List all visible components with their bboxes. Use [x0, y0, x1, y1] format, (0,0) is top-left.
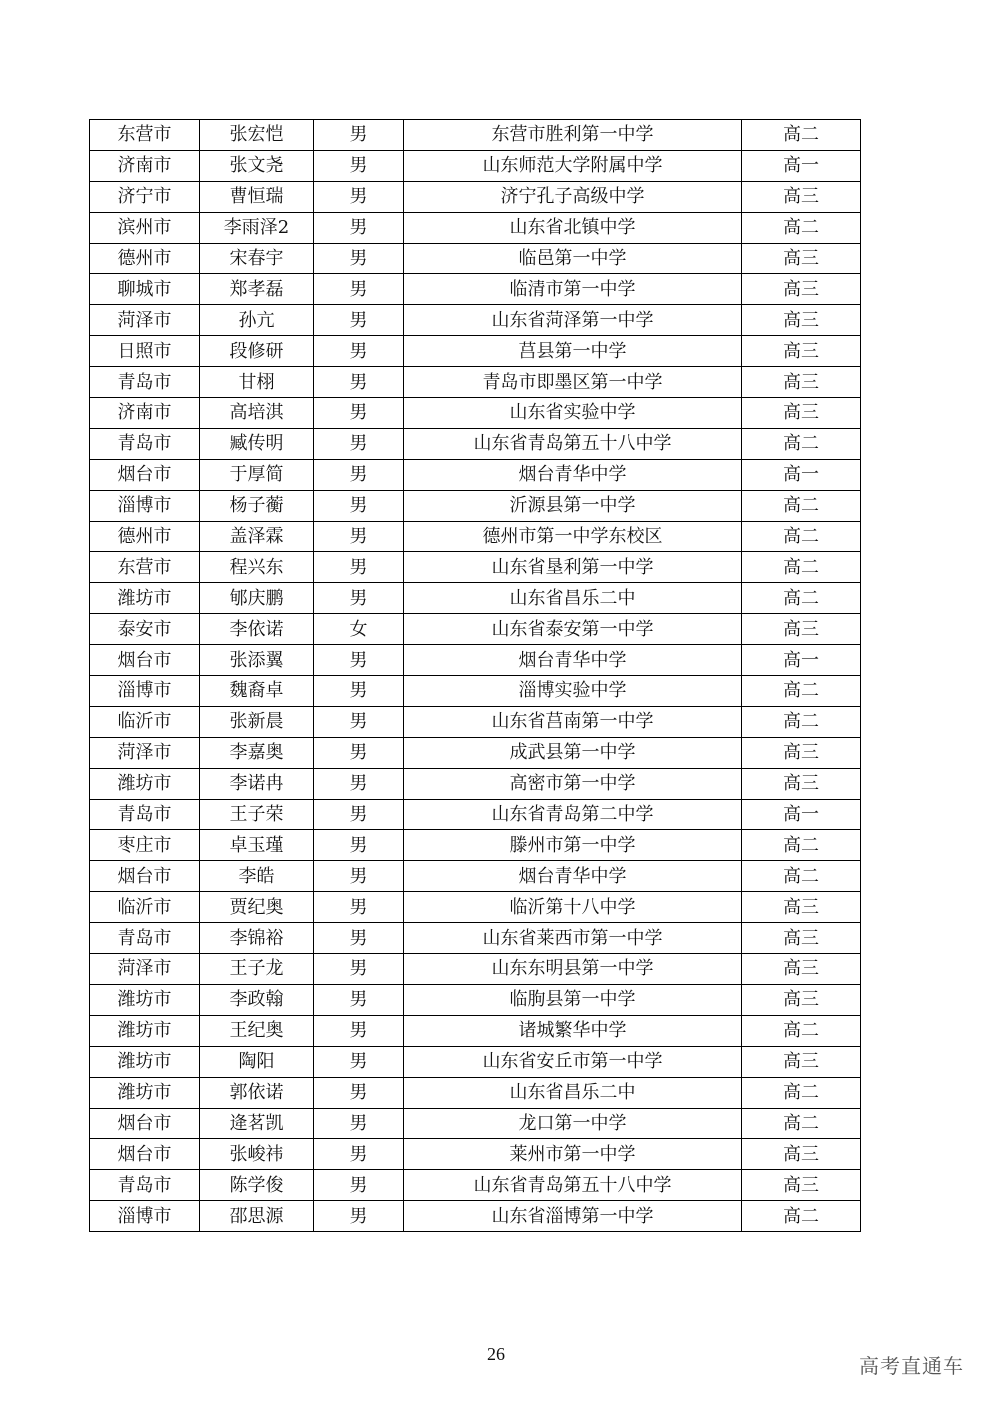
city-cell: 烟台市: [90, 1108, 200, 1139]
grade-cell: 高三: [742, 768, 861, 799]
name-cell: 张文尧: [200, 150, 314, 181]
name-cell: 李嘉奥: [200, 737, 314, 768]
city-cell: 日照市: [90, 336, 200, 367]
grade-cell: 高二: [742, 212, 861, 243]
grade-cell: 高二: [742, 830, 861, 861]
table-row: [90, 274, 861, 305]
city-cell: 德州市: [90, 521, 200, 552]
school-cell: 诸城繁华中学: [404, 1015, 742, 1046]
gender-cell: 女: [314, 614, 404, 645]
name-cell: 高培淇: [200, 398, 314, 429]
gender-cell: 男: [314, 861, 404, 892]
school-cell: 成武县第一中学: [404, 737, 742, 768]
grade-cell: 高三: [742, 336, 861, 367]
city-cell: 潍坊市: [90, 1077, 200, 1108]
grade-cell: 高三: [742, 181, 861, 212]
name-cell: 李政翰: [200, 984, 314, 1015]
school-cell: 东营市胜利第一中学: [404, 120, 742, 151]
school-cell: 烟台青华中学: [404, 645, 742, 676]
school-cell: 烟台青华中学: [404, 459, 742, 490]
gender-cell: 男: [314, 336, 404, 367]
name-cell: 甘栩: [200, 367, 314, 398]
city-cell: 菏泽市: [90, 305, 200, 336]
city-cell: 济宁市: [90, 181, 200, 212]
name-cell: 王子龙: [200, 954, 314, 985]
table-row: [90, 490, 861, 521]
city-cell: 临沂市: [90, 706, 200, 737]
city-cell: 滨州市: [90, 212, 200, 243]
name-cell: 郑孝磊: [200, 274, 314, 305]
grade-cell: 高二: [742, 490, 861, 521]
grade-cell: 高三: [742, 274, 861, 305]
gender-cell: 男: [314, 1170, 404, 1201]
table-row: [90, 521, 861, 552]
city-cell: 青岛市: [90, 428, 200, 459]
grade-cell: 高三: [742, 892, 861, 923]
name-cell: 魏裔卓: [200, 676, 314, 707]
name-cell: 段修研: [200, 336, 314, 367]
city-cell: 潍坊市: [90, 768, 200, 799]
table-row: [90, 459, 861, 490]
gender-cell: 男: [314, 490, 404, 521]
gender-cell: 男: [314, 459, 404, 490]
school-cell: 山东省青岛第二中学: [404, 799, 742, 830]
gender-cell: 男: [314, 1139, 404, 1170]
gender-cell: 男: [314, 984, 404, 1015]
grade-cell: 高三: [742, 398, 861, 429]
grade-cell: 高三: [742, 984, 861, 1015]
city-cell: 潍坊市: [90, 583, 200, 614]
table-row: [90, 1015, 861, 1046]
school-cell: 沂源县第一中学: [404, 490, 742, 521]
city-cell: 枣庄市: [90, 830, 200, 861]
grade-cell: 高二: [742, 706, 861, 737]
gender-cell: 男: [314, 428, 404, 459]
grade-cell: 高二: [742, 1077, 861, 1108]
city-cell: 潍坊市: [90, 984, 200, 1015]
watermark: 高考直通车: [859, 1354, 964, 1378]
table-row: [90, 336, 861, 367]
gender-cell: 男: [314, 954, 404, 985]
gender-cell: 男: [314, 552, 404, 583]
grade-cell: 高二: [742, 120, 861, 151]
grade-cell: 高三: [742, 367, 861, 398]
gender-cell: 男: [314, 1077, 404, 1108]
school-cell: 山东省垦利第一中学: [404, 552, 742, 583]
gender-cell: 男: [314, 830, 404, 861]
grade-cell: 高一: [742, 799, 861, 830]
school-cell: 山东省青岛第五十八中学: [404, 1170, 742, 1201]
grade-cell: 高一: [742, 150, 861, 181]
grade-cell: 高二: [742, 521, 861, 552]
grade-cell: 高二: [742, 676, 861, 707]
grade-cell: 高三: [742, 954, 861, 985]
gender-cell: 男: [314, 367, 404, 398]
city-cell: 聊城市: [90, 274, 200, 305]
gender-cell: 男: [314, 1015, 404, 1046]
name-cell: 张宏恺: [200, 120, 314, 151]
school-cell: 德州市第一中学东校区: [404, 521, 742, 552]
table-row: [90, 305, 861, 336]
gender-cell: 男: [314, 1201, 404, 1232]
name-cell: 臧传明: [200, 428, 314, 459]
grade-cell: 高二: [742, 1201, 861, 1232]
gender-cell: 男: [314, 799, 404, 830]
school-cell: 临朐县第一中学: [404, 984, 742, 1015]
table-row: [90, 768, 861, 799]
gender-cell: 男: [314, 521, 404, 552]
name-cell: 盖泽霖: [200, 521, 314, 552]
table-row: [90, 367, 861, 398]
school-cell: 山东省莱西市第一中学: [404, 923, 742, 954]
city-cell: 淄博市: [90, 676, 200, 707]
city-cell: 济南市: [90, 398, 200, 429]
name-cell: 李依诺: [200, 614, 314, 645]
student-roster-table: [89, 119, 861, 1232]
school-cell: 青岛市即墨区第一中学: [404, 367, 742, 398]
name-cell: 郇庆鹏: [200, 583, 314, 614]
table-row: [90, 120, 861, 151]
school-cell: 山东省泰安第一中学: [404, 614, 742, 645]
table-row: [90, 984, 861, 1015]
name-cell: 邵思源: [200, 1201, 314, 1232]
grade-cell: 高三: [742, 737, 861, 768]
table-row: [90, 1108, 861, 1139]
city-cell: 泰安市: [90, 614, 200, 645]
table-row: [90, 1077, 861, 1108]
gender-cell: 男: [314, 768, 404, 799]
gender-cell: 男: [314, 243, 404, 274]
school-cell: 山东省昌乐二中: [404, 1077, 742, 1108]
grade-cell: 高二: [742, 583, 861, 614]
gender-cell: 男: [314, 676, 404, 707]
school-cell: 山东省北镇中学: [404, 212, 742, 243]
page-number: 26: [487, 1344, 505, 1364]
gender-cell: 男: [314, 706, 404, 737]
grade-cell: 高三: [742, 1139, 861, 1170]
gender-cell: 男: [314, 645, 404, 676]
city-cell: 烟台市: [90, 459, 200, 490]
school-cell: 山东省昌乐二中: [404, 583, 742, 614]
name-cell: 陈学俊: [200, 1170, 314, 1201]
gender-cell: 男: [314, 923, 404, 954]
table-row: [90, 954, 861, 985]
name-cell: 王纪奥: [200, 1015, 314, 1046]
table-row: [90, 583, 861, 614]
school-cell: 山东师范大学附属中学: [404, 150, 742, 181]
city-cell: 青岛市: [90, 367, 200, 398]
grade-cell: 高二: [742, 1108, 861, 1139]
table-row: [90, 706, 861, 737]
school-cell: 山东省安丘市第一中学: [404, 1046, 742, 1077]
name-cell: 卓玉瑾: [200, 830, 314, 861]
school-cell: 淄博实验中学: [404, 676, 742, 707]
table-row: [90, 799, 861, 830]
table-row: [90, 428, 861, 459]
school-cell: 烟台青华中学: [404, 861, 742, 892]
city-cell: 潍坊市: [90, 1046, 200, 1077]
school-cell: 莱州市第一中学: [404, 1139, 742, 1170]
gender-cell: 男: [314, 398, 404, 429]
school-cell: 山东省实验中学: [404, 398, 742, 429]
table-row: [90, 1046, 861, 1077]
gender-cell: 男: [314, 274, 404, 305]
city-cell: 东营市: [90, 120, 200, 151]
city-cell: 青岛市: [90, 799, 200, 830]
city-cell: 烟台市: [90, 861, 200, 892]
city-cell: 烟台市: [90, 1139, 200, 1170]
name-cell: 孙亢: [200, 305, 314, 336]
name-cell: 李锦裕: [200, 923, 314, 954]
table-row: [90, 923, 861, 954]
roster-body: [90, 120, 861, 1232]
table-row: [90, 150, 861, 181]
school-cell: 济宁孔子高级中学: [404, 181, 742, 212]
grade-cell: 高二: [742, 861, 861, 892]
name-cell: 曹恒瑞: [200, 181, 314, 212]
table-row: [90, 1201, 861, 1232]
school-cell: 滕州市第一中学: [404, 830, 742, 861]
name-cell: 贾纪奥: [200, 892, 314, 923]
table-row: [90, 737, 861, 768]
city-cell: 临沂市: [90, 892, 200, 923]
name-cell: 程兴东: [200, 552, 314, 583]
name-cell: 陶阳: [200, 1046, 314, 1077]
city-cell: 东营市: [90, 552, 200, 583]
school-cell: 临清市第一中学: [404, 274, 742, 305]
table-row: [90, 830, 861, 861]
grade-cell: 高三: [742, 1170, 861, 1201]
table-row: [90, 676, 861, 707]
city-cell: 青岛市: [90, 923, 200, 954]
name-cell: 郭依诺: [200, 1077, 314, 1108]
table-row: [90, 892, 861, 923]
grade-cell: 高三: [742, 1046, 861, 1077]
table-row: [90, 552, 861, 583]
grade-cell: 高三: [742, 305, 861, 336]
name-cell: 宋春宇: [200, 243, 314, 274]
name-cell: 李雨泽2: [200, 212, 314, 243]
gender-cell: 男: [314, 1108, 404, 1139]
name-cell: 张峻祎: [200, 1139, 314, 1170]
name-cell: 张新晨: [200, 706, 314, 737]
city-cell: 青岛市: [90, 1170, 200, 1201]
gender-cell: 男: [314, 305, 404, 336]
city-cell: 潍坊市: [90, 1015, 200, 1046]
table-row: [90, 614, 861, 645]
gender-cell: 男: [314, 737, 404, 768]
grade-cell: 高一: [742, 645, 861, 676]
gender-cell: 男: [314, 1046, 404, 1077]
name-cell: 李皓: [200, 861, 314, 892]
city-cell: 烟台市: [90, 645, 200, 676]
name-cell: 王子荣: [200, 799, 314, 830]
gender-cell: 男: [314, 150, 404, 181]
city-cell: 淄博市: [90, 490, 200, 521]
school-cell: 高密市第一中学: [404, 768, 742, 799]
gender-cell: 男: [314, 583, 404, 614]
table-row: [90, 181, 861, 212]
school-cell: 莒县第一中学: [404, 336, 742, 367]
name-cell: 于厚简: [200, 459, 314, 490]
name-cell: 李诺冉: [200, 768, 314, 799]
gender-cell: 男: [314, 892, 404, 923]
gender-cell: 男: [314, 181, 404, 212]
school-cell: 山东省莒南第一中学: [404, 706, 742, 737]
gender-cell: 男: [314, 120, 404, 151]
name-cell: 逄茗凯: [200, 1108, 314, 1139]
city-cell: 德州市: [90, 243, 200, 274]
name-cell: 张添翼: [200, 645, 314, 676]
grade-cell: 高一: [742, 459, 861, 490]
grade-cell: 高三: [742, 243, 861, 274]
grade-cell: 高三: [742, 614, 861, 645]
city-cell: 菏泽市: [90, 954, 200, 985]
table-row: [90, 212, 861, 243]
grade-cell: 高二: [742, 1015, 861, 1046]
gender-cell: 男: [314, 212, 404, 243]
grade-cell: 高三: [742, 923, 861, 954]
school-cell: 山东东明县第一中学: [404, 954, 742, 985]
table-row: [90, 1139, 861, 1170]
school-cell: 临邑第一中学: [404, 243, 742, 274]
city-cell: 济南市: [90, 150, 200, 181]
city-cell: 菏泽市: [90, 737, 200, 768]
table-row: [90, 398, 861, 429]
school-cell: 山东省青岛第五十八中学: [404, 428, 742, 459]
table-row: [90, 861, 861, 892]
school-cell: 山东省菏泽第一中学: [404, 305, 742, 336]
school-cell: 龙口第一中学: [404, 1108, 742, 1139]
school-cell: 山东省淄博第一中学: [404, 1201, 742, 1232]
name-cell: 杨子蘅: [200, 490, 314, 521]
city-cell: 淄博市: [90, 1201, 200, 1232]
school-cell: 临沂第十八中学: [404, 892, 742, 923]
grade-cell: 高二: [742, 428, 861, 459]
table-row: [90, 243, 861, 274]
table-row: [90, 1170, 861, 1201]
table-row: [90, 645, 861, 676]
grade-cell: 高二: [742, 552, 861, 583]
